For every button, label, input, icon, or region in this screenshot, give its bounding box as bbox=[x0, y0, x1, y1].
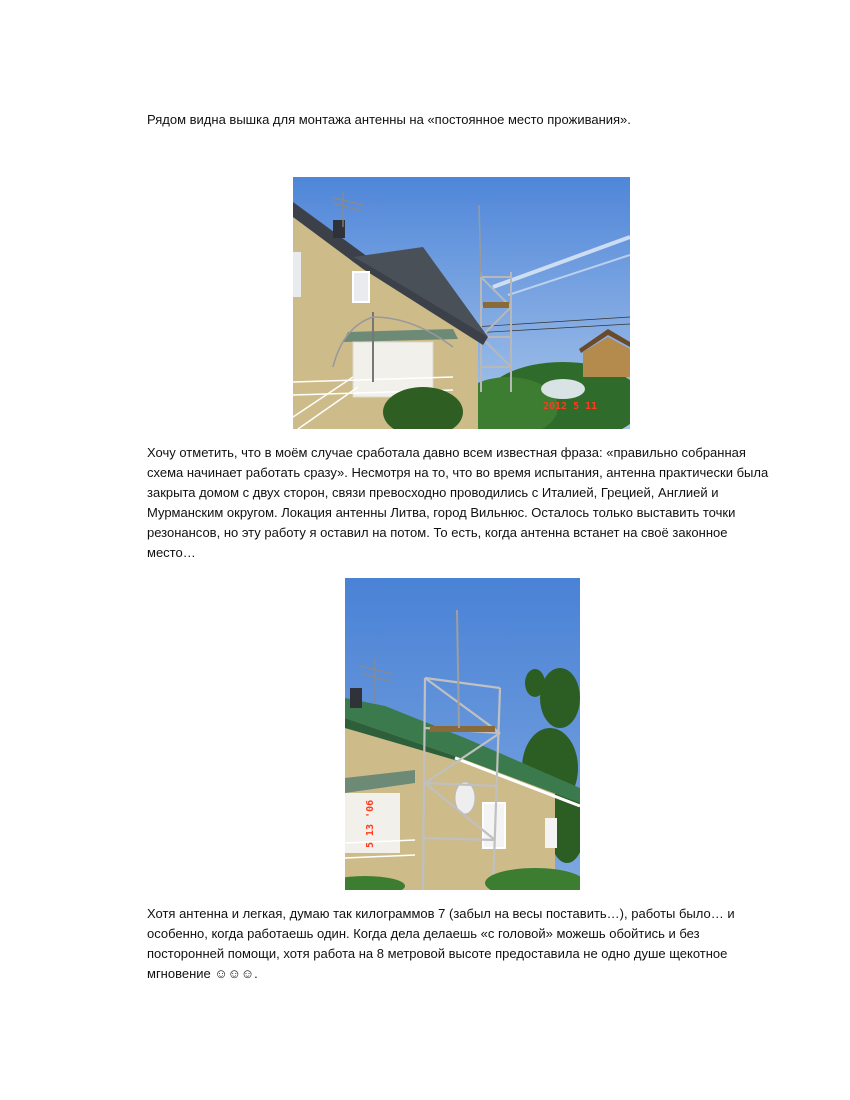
text-line: посторонней помощи, хотя работа на 8 метровой высоте предоставила не одно душе щекотное bbox=[147, 946, 728, 961]
photo-date-stamp: 2012 5 11 bbox=[543, 401, 598, 412]
text-line: Хочу отметить, что в моём случае сработала давно всем известная фраза: «правильно собранная bbox=[147, 445, 746, 460]
text-line: мгновение ☺☺☺. bbox=[147, 966, 258, 981]
paragraph-results bbox=[147, 443, 777, 563]
text-line: Рядом видна вышка для монтажа антенны на «постоянное место проживания». bbox=[147, 112, 631, 127]
text-line: Хотя антенна и легкая, думаю так килограммов 7 (забыл на весы поставить…), работы было… и bbox=[147, 906, 735, 921]
text-line: закрыта домом с двух сторон, связи превосходно проводились с Италией, Грецией, Англией и bbox=[147, 485, 719, 500]
photo-tower-green-roof bbox=[345, 578, 580, 890]
photo-house-with-tower bbox=[293, 177, 630, 429]
paragraph-conclusion bbox=[147, 904, 777, 984]
paragraph-intro bbox=[147, 110, 777, 130]
text-line: схема начинает работать сразу». Несмотря на то, что во время испытания, антенна практически была bbox=[147, 465, 769, 480]
text-line: резонансов, но эту работу я оставил на потом. То есть, когда антенна встанет на своё законное bbox=[147, 525, 728, 540]
photo-date-stamp: 5 13 '06 bbox=[365, 799, 376, 848]
text-line: Мурманским округом. Локация антенны Литва, город Вильнюс. Осталось только выставить точки bbox=[147, 505, 736, 520]
text-line: особенно, когда работаешь один. Когда дела делаешь «с головой» можешь обойтись и без bbox=[147, 926, 700, 941]
text-line: место… bbox=[147, 545, 196, 560]
